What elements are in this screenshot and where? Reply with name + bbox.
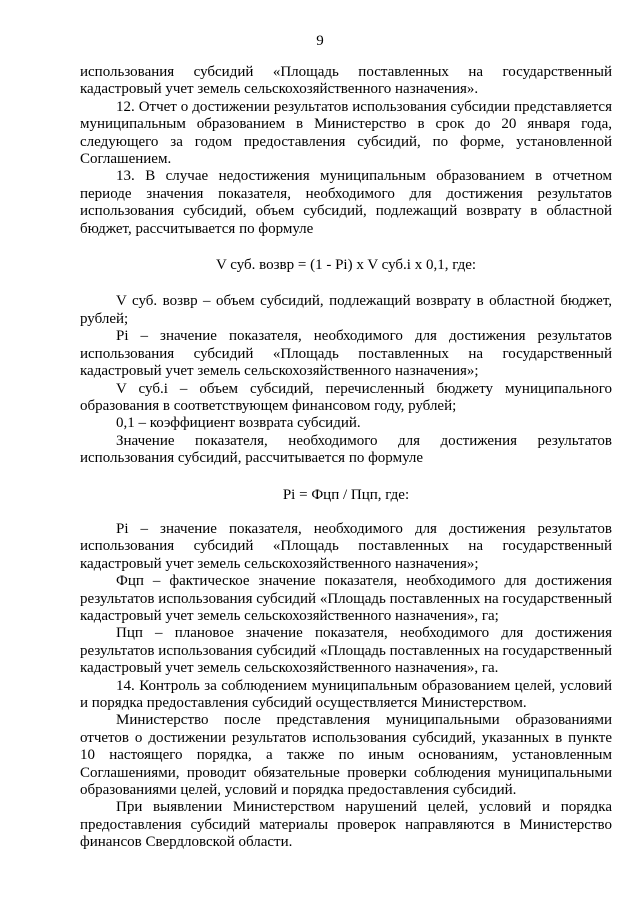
paragraph-violations: При выявлении Министерством нарушений целей, условий и порядка предоставления субсидий материалы проверок направляются в Министерство финансов Свердловской области. xyxy=(80,799,612,851)
formula-indicator: Pi = Фцп / Пцп, где: xyxy=(282,486,410,503)
formula-refund-volume: V суб. возвр = (1 - Pi) x V суб.i x 0,1, где: xyxy=(215,257,477,274)
definition-fcp: Фцп – фактическое значение показателя, необходимого для достижения результатов использования субсидий «Площадь поставленных на государственный кадастровый учет земель сельскохозяйственного назначения», га; xyxy=(80,573,612,624)
definition-v-subsidy: V суб.i – объем субсидий, перечисленный бюджету муниципального образования в соответствующем финансовом году, рублей; xyxy=(80,380,612,414)
definition-pcp: Пцп – плановое значение показателя, необходимого для достижения результатов использования субсидий «Площадь поставленных на государственный кадастровый учет земель сельскохозяйственного назначения», га. xyxy=(80,625,612,677)
definition-coefficient: 0,1 – коэффициент возврата субсидий. xyxy=(116,415,361,432)
paragraph-inspections: Министерство после представления муниципальными образованиями отчетов о достижении результатов использования субсидий, указанных в пункте 10 настоящего порядка, а также по иным основаниям, установленным Соглашениями, проводит обязательные проверки соблюдения муниципальными образованиями целей, условий и порядка предоставления субсидий. xyxy=(80,712,612,799)
definition-pi: Pi – значение показателя, необходимого для достижения результатов использования субсидий «Площадь поставленных на государственный кадастровый учет земель сельскохозяйственного назначения»; xyxy=(80,328,612,380)
paragraph-item-12: 12. Отчет о достижении результатов использования субсидии представляется муниципальным образованием в Министерство в срок до 20 января года, следующего за годом предоставления субсидий, по форме, установленной Соглашением. xyxy=(80,98,612,168)
paragraph-item-13: 13. В случае недостижения муниципальным образованием в отчетном периоде значения показателя, необходимого для достижения результатов использования субсидий, объем субсидий, подлежащий возврату в областной бюджет, рассчитывается по формуле xyxy=(80,168,612,237)
definition-pi-2: Pi – значение показателя, необходимого для достижения результатов использования субсидий «Площадь поставленных на государственный кадастровый учет земель сельскохозяйственного назначения»; xyxy=(80,520,612,572)
paragraph-item-14: 14. Контроль за соблюдением муниципальным образованием целей, условий и порядка предоставления субсидий осуществляется Министерством. xyxy=(80,677,612,711)
document-body xyxy=(80,64,612,852)
page-number: 9 xyxy=(316,33,324,49)
paragraph-indicator-formula-intro: Значение показателя, необходимого для достижения результатов использования субсидий, рассчитывается по формуле xyxy=(80,432,612,467)
definition-v-refund: V суб. возвр – объем субсидий, подлежащий возврату в областной бюджет, рублей; xyxy=(80,293,612,327)
paragraph-continuation: использования субсидий «Площадь поставленных на государственный кадастровый учет земель сельскохозяйственного назначения». xyxy=(80,64,612,98)
